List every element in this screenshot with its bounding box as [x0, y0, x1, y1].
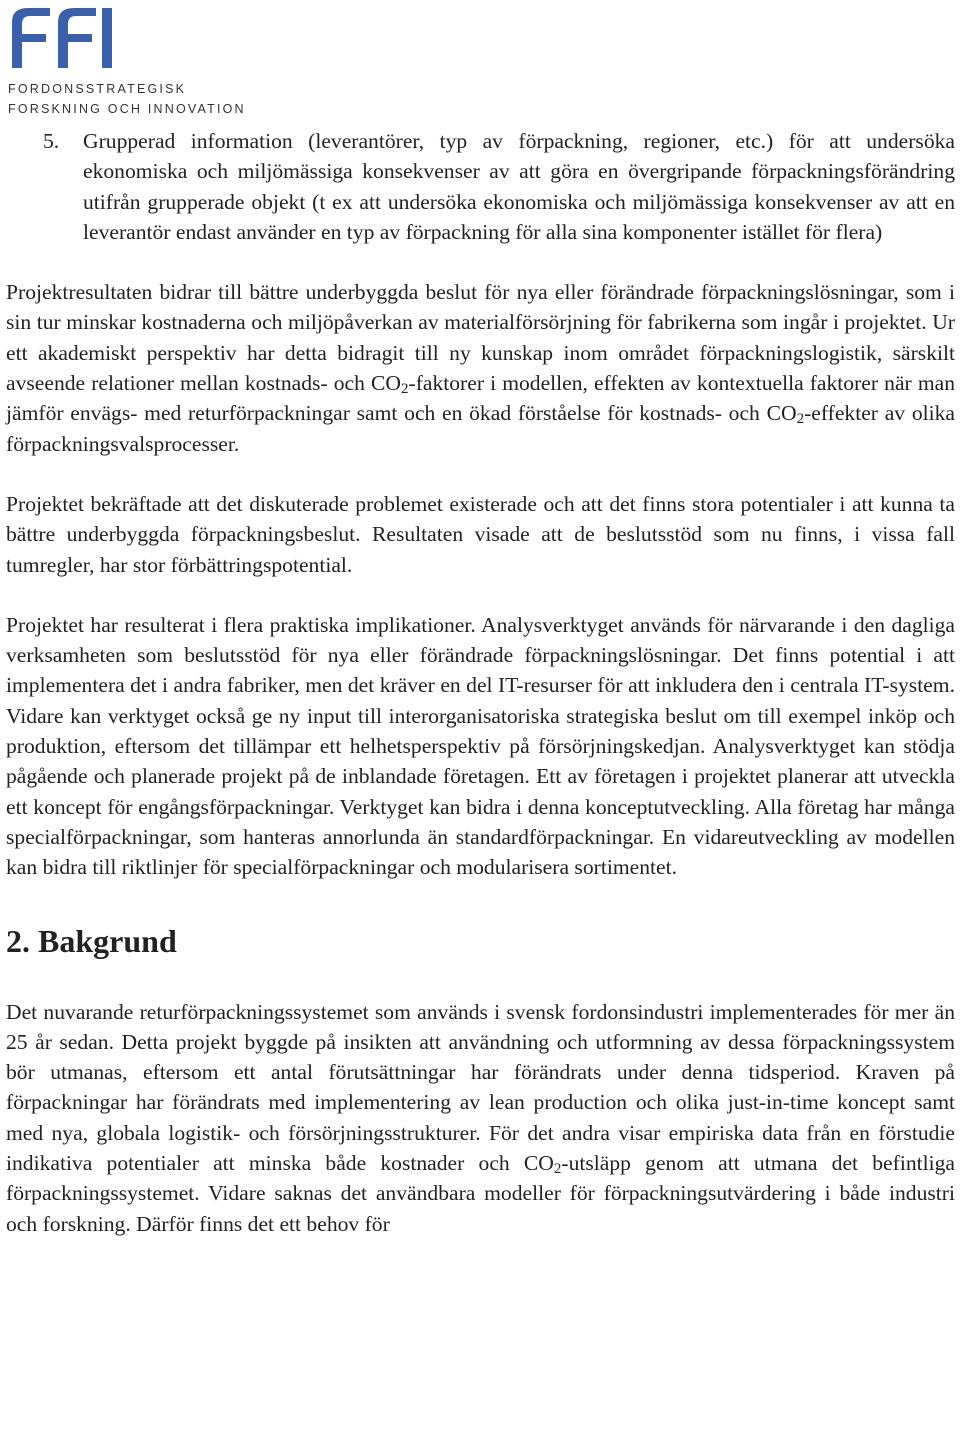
- list-item-number: 5.: [43, 129, 60, 153]
- paragraph-results: Projektresultaten bidrar till bättre underbyggda beslut för nya eller förändrade förpackningslösningar, som i sin tur minskar kostnaderna och miljöpåverkan av materialförsörjning för fabrikerna som ingår i projektet. Ur ett akademiskt perspektiv har detta bidragit till ny kunskap inom området förpackningslogistik, särskilt avseende relationer mellan kostnads- och $CO_2$-faktorer i modellen, effekten av kontextuella faktorer när man jämför envägs- med returförpackningar samt och en ökad förståelse för kostnads- och $CO_2$-effekter av olika förpackningsvalsprocesser.: [6, 280, 955, 456]
- list-item: [6, 126, 955, 247]
- paragraph-confirmed: Projektet bekräftade att det diskuterade problemet existerade och att det finns stora potentialer i att kunna ta bättre underbyggda förpackningsbeslut. Resultaten visade att de beslutsstöd som nu finns, i vissa fall tumregler, har stor förbättringspotential.: [6, 491, 955, 577]
- section-heading: 2. Bakgrund: [6, 922, 177, 959]
- paragraph-background: Det nuvarande returförpackningssystemet som används i svensk fordonsindustri implementerades för mer än 25 år sedan. Detta projekt byggde på insikten att användning och utformning av dessa förpackningssystem bör utmanas, eftersom ett antal förutsättningar har förändrats under denna tidsperiod. Kraven på förpackningar har förändrats med implementering av lean production och olika just-in-time koncept samt med nya, globala logistik- och försörjningsstrukturer. För det andra visar empiriska data från en förstudie indikativa potentialer att minska både kostnader och $CO_2$-utsläpp genom att utmana det befintliga förpackningssystemet. Vidare saknas det användbara modeller för förpackningsutvärdering i både industri och forskning. Därför finns det ett behov för: [6, 999, 955, 1236]
- ffi-logo: [6, 2, 246, 120]
- ffi-logo-mark: [6, 2, 116, 74]
- list-item-text: Grupperad information (leverantörer, typ av förpackning, regioner, etc.) för att undersöka ekonomiska och miljömässiga konsekvenser av att göra en övergripande förpackningsförändring utifrån grupperade objekt (t ex att undersöka ekonomiska och miljömässiga konsekvenser av att en leverantör endast använder en typ av förpackning för alla sina komponenter istället för flera): [83, 129, 955, 244]
- logo-subtitle-line1: FORDONSSTRATEGISK: [8, 82, 187, 96]
- logo-subtitle-line2: FORSKNING OCH INNOVATION: [8, 102, 246, 116]
- document-body: [6, 126, 955, 1239]
- paragraph-implications: Projektet har resulterat i flera praktiska implikationer. Analysverktyget används för närvarande i den dagliga verksamheten som beslutsstöd för nya eller förändrade förpackningslösningar. Det finns potential i att implementera det i andra fabriker, men det kräver en del IT-resurser för att inkludera den i centrala IT-system. Vidare kan verktyget också ge ny input till interorganisatoriska strategiska beslut om till exempel inköp och produktion, eftersom det tillämpar ett helhetsperspektiv på försörjningskedjan. Analysverktyget kan stödja pågående och planerade projekt på de inblandade företagen. Ett av företagen i projektet planerar att utveckla ett koncept för engångsförpackningar. Verktyget kan bidra i denna konceptutveckling. Alla företag har många specialförpackningar, som hanteras annorlunda än standardförpackningar. En vidareutveckling av modellen kan bidra till riktlinjer för specialförpackningar och modularisera sortimentet.: [6, 612, 955, 880]
